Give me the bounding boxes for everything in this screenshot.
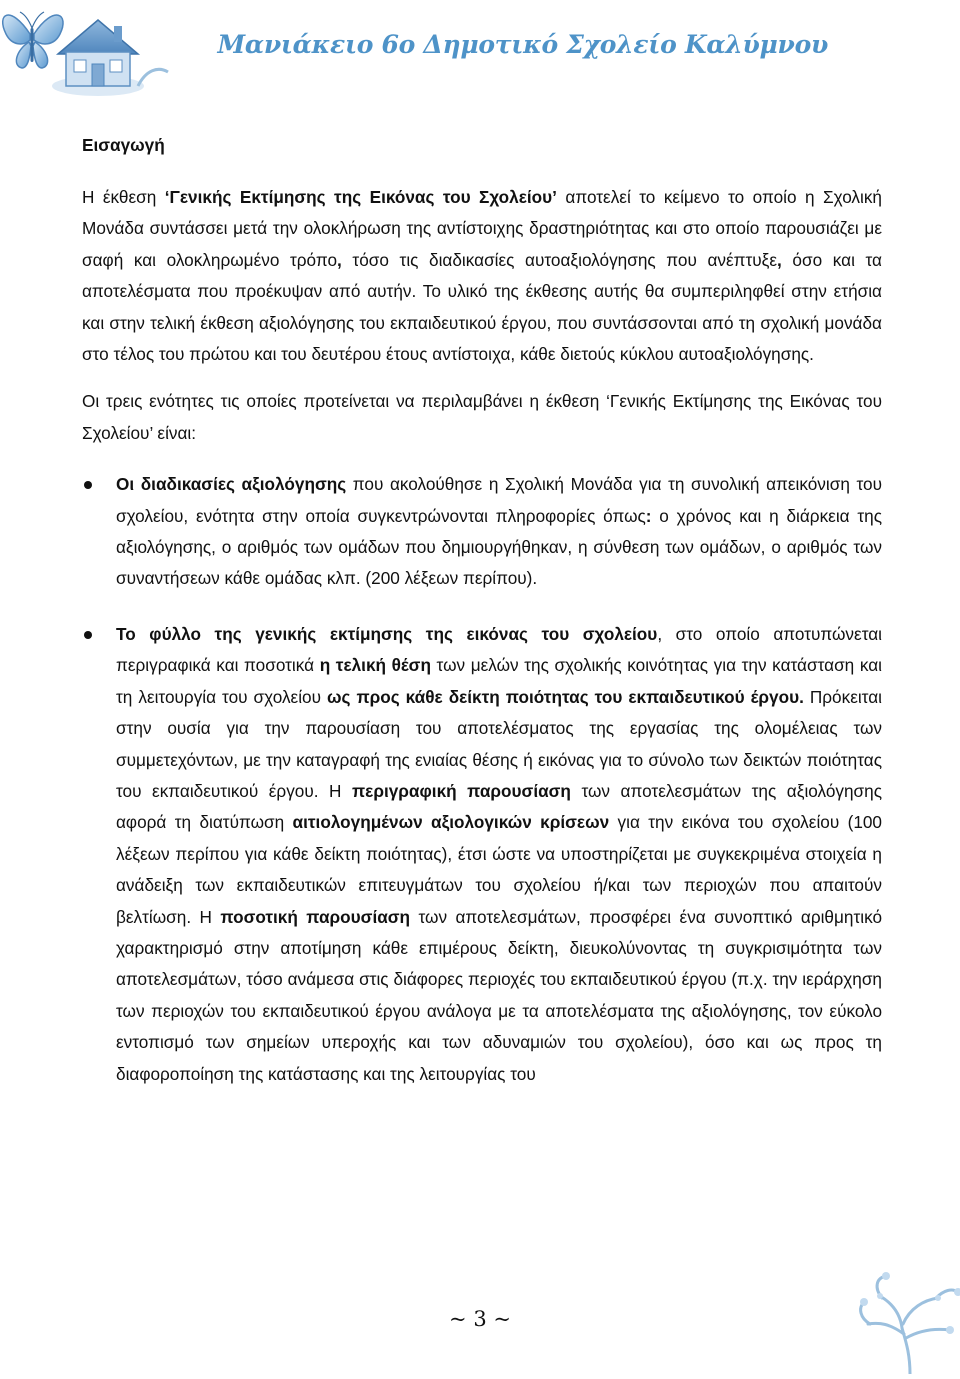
list-item: Το φύλλο της γενικής εκτίμησης της εικόνας του σχολείου, στο οποίο αποτυπώνεται περιγραφικά και ποσοτικά η τελική θέση των μελών της σχολικής κοινότητας για την κατάσταση και τη λειτουργία του σχολείου ως προς κάθε δείκτη ποιότητας του εκπαιδευτικού έργου. Πρόκειται στην ουσία για την παρουσίαση του αποτελέσματος της εργασίας της ολομέλειας των συμμετεχόντων, με την καταγραφή της ενιαίας θέσης ή εικόνας για το σύνολο των δεικτών ποιότητας του εκπαιδευτικού έργου. Η περιγραφική παρουσίαση των αποτελεσμάτων της αξιολόγησης αφορά τη διατύπωση αιτιολογημένων αξιολογικών κρίσεων για την εικόνα του σχολείου (100 λέξεων περίπου για κάθε δείκτη ποιότητας), έτσι ώστε να υποστηρίζεται με συγκεκριμένα στοιχεία η ανάδειξη των εκπαιδευτικών επιτευγμάτων του σχολείου ή/και των περιοχών που απαιτούν βελτίωση. Η ποσοτική παρουσίαση των αποτελεσμάτων, προσφέρει ένα συνοπτικό αριθμητικό χαρακτηρισμό στην αποτίμηση κάθε επιμέρους δείκτη, διευκολύνοντας τη συγκρισιμότητα των αποτελεσμάτων, τόσο ανάμεσα στις διάφορες περιοχές του εκπαιδευτικού έργου (π.χ. την ιεράρχηση των περιοχών του εκπαιδευτικού έργου ανάλογα με τα αποτελέσματα της αξιολόγησης, τον εύκολο εντοπισμό των σημείων υπεροχής και των αδυναμιών του σχολείου), όσο και ως προς τη διαφοροποίηση της κατάστασης και της λειτουργίας του — [82, 619, 882, 1090]
section-heading: Εισαγωγή — [82, 135, 165, 155]
bullet-icon — [84, 631, 92, 639]
footer-decoration — [840, 1264, 960, 1379]
list-item: Οι διαδικασίες αξιολόγησης που ακολούθησε η Σχολική Μονάδα για τη συνολική απεικόνιση του σχολείου, ενότητα στην οποία συγκεντρώνονται πληροφορίες όπως: ο χρόνος και η διάρκεια της αξιολόγησης, ο αριθμός των ομάδων που δημιουργήθηκαν, η σύνθεση των ομάδων, ο αριθμός των συναντήσεων κάθε ομάδας κλπ. (200 λέξεων περίπου). — [82, 469, 882, 595]
document-body — [82, 132, 882, 1114]
header-decoration — [0, 0, 180, 115]
page-number: ~ 3 ~ — [449, 1307, 511, 1331]
document-header-title: Μανιάκειο 6ο Δημοτικό Σχολείο Καλύμνου — [217, 30, 828, 59]
sections-list — [82, 469, 882, 1090]
butterfly-icon — [3, 12, 63, 68]
house-icon — [52, 20, 168, 96]
paragraph-intro: Η έκθεση ‘Γενικής Εκτίμησης της Εικόνας του Σχολείου’ αποτελεί το κείμενο το οποίο η Σχολική Μονάδα συντάσσει μετά την ολοκλήρωση της αντίστοιχης δραστηριότητας και στο οποίο παρουσιάζει με σαφή και ολοκληρωμένο τρόπο, τόσο τις διαδικασίες αυτοαξιολόγησης που ανέπτυξε, όσο και τα αποτελέσματα που προέκυψαν από αυτήν. Το υλικό της έκθεσης αυτής θα συμπεριληφθεί στην ετήσια και στην τελική έκθεση αξιολόγησης του εκπαιδευτικού έργου, που συντάσσονται από τη σχολική μονάδα στο τέλος του πρώτου και του δευτέρου έτους αντίστοιχα, κάθε διετούς κύκλου αυτοαξιολόγησης. — [82, 187, 882, 365]
butterfly-house-logo — [0, 0, 180, 110]
paragraph-sections: Οι τρεις ενότητες τις οποίες προτείνεται να περιλαμβάνει η έκθεση ‘Γενικής Εκτίμησης της Εικόνας του Σχολείου’ είναι: — [82, 391, 882, 443]
tree-icon — [840, 1264, 960, 1374]
bullet-icon — [84, 481, 92, 489]
